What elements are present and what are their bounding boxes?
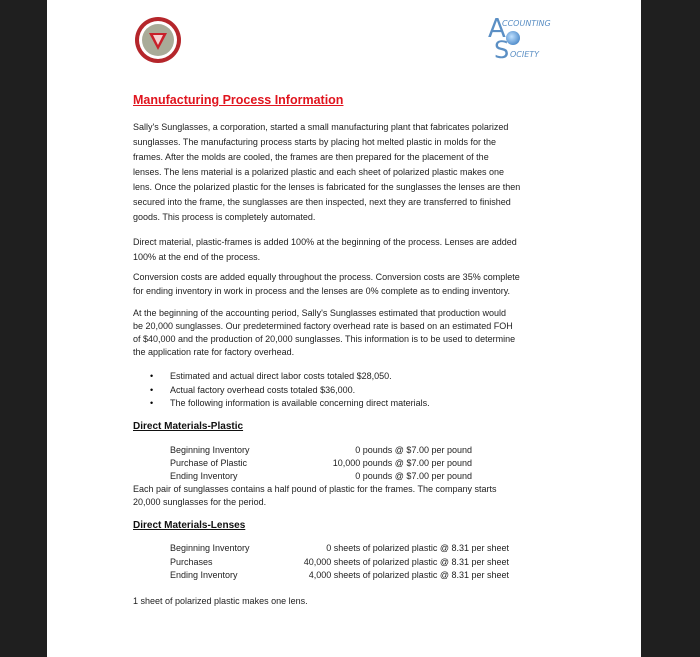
lenses-row-value: 4,000 sheets of polarized plastic @ 8.31 per sheet [308, 570, 509, 580]
paragraph-line: sunglasses. The manufacturing process starts by placing hot melted plastic in molds for the [133, 137, 497, 147]
paragraph-line: goods. This process is completely automated. [133, 212, 316, 222]
plastic-note-line: Each pair of sunglasses contains a half pound of plastic for the frames. The company starts [133, 484, 497, 494]
paragraph-line: secured into the frame, the sunglasses are then inspected, next they are transferred to finished [133, 197, 511, 207]
lenses-note: 1 sheet of polarized plastic makes one lens. [133, 596, 308, 606]
bullet-item: The following information is available concerning direct materials. [170, 398, 430, 408]
lenses-row-label: Ending Inventory [170, 570, 238, 580]
bullet-icon: • [150, 384, 154, 395]
bullet-item: Actual factory overhead costs totaled $36,000. [170, 384, 356, 395]
paragraph-line: Direct material, plastic-frames is added 100% at the beginning of the process. Lenses are added [133, 237, 517, 247]
lenses-row-label: Beginning Inventory [170, 543, 250, 553]
paragraph-line: of $40,000 and the production of 20,000 sunglasses. This information is to be used to determine [133, 334, 516, 344]
paragraph-line: for ending inventory in work in process and the lenses are 0% complete as to ending inventory. [133, 286, 511, 296]
plastic-row-value: 0 pounds @ $7.00 per pound [355, 471, 472, 481]
paragraph-line: the application rate for factory overhead. [133, 347, 295, 357]
bullet-icon: • [150, 371, 154, 381]
bullet-icon: • [150, 398, 154, 408]
plastic-row-label: Ending Inventory [170, 471, 238, 481]
lenses-heading: Direct Materials-Lenses [133, 520, 246, 531]
paragraph-line: lenses. The lens material is a polarized plastic and each sheet of polarized plastic makes one [133, 167, 505, 177]
paragraph-line: lens. Once the polarized plastic for the lenses is fabricated for the sunglasses the lenses are then [133, 182, 521, 192]
lenses-row-label: Purchases [170, 556, 213, 567]
plastic-row-value: 0 pounds @ $7.00 per pound [355, 445, 472, 455]
plastic-row-label: Purchase of Plastic [170, 458, 248, 468]
page-title: Manufacturing Process Information [133, 93, 344, 107]
society-seal-logo [134, 16, 182, 64]
bullet-item: Estimated and actual direct labor costs totaled $28,050. [170, 371, 392, 381]
lenses-row-value: 40,000 sheets of polarized plastic @ 8.31 per sheet [303, 556, 509, 567]
paragraph-line: be 20,000 sunglasses. Our predetermined factory overhead rate is based on an estimated FOH [133, 321, 513, 331]
plastic-note-line: 20,000 sunglasses for the period. [133, 497, 267, 507]
accounting-society-logo: A CCOUNTING S OCIETY [488, 14, 551, 64]
paragraph-line: Sally's Sunglasses, a corporation, started a small manufacturing plant that fabricates polarized [133, 122, 509, 132]
paragraph-line: 100% at the end of the process. [133, 252, 261, 262]
lenses-row-value: 0 sheets of polarized plastic @ 8.31 per sheet [326, 543, 509, 553]
plastic-row-label: Beginning Inventory [170, 445, 250, 455]
plastic-heading: Direct Materials-Plastic [133, 421, 244, 432]
paragraph-line: frames. After the molds are cooled, the frames are then prepared for the placement of the [133, 152, 489, 162]
paragraph-line: At the beginning of the accounting period, Sally's Sunglasses estimated that production would [133, 308, 506, 318]
plastic-row-value: 10,000 pounds @ $7.00 per pound [332, 458, 472, 468]
paragraph-line: Conversion costs are added equally throughout the process. Conversion costs are 35% complete [133, 272, 520, 282]
